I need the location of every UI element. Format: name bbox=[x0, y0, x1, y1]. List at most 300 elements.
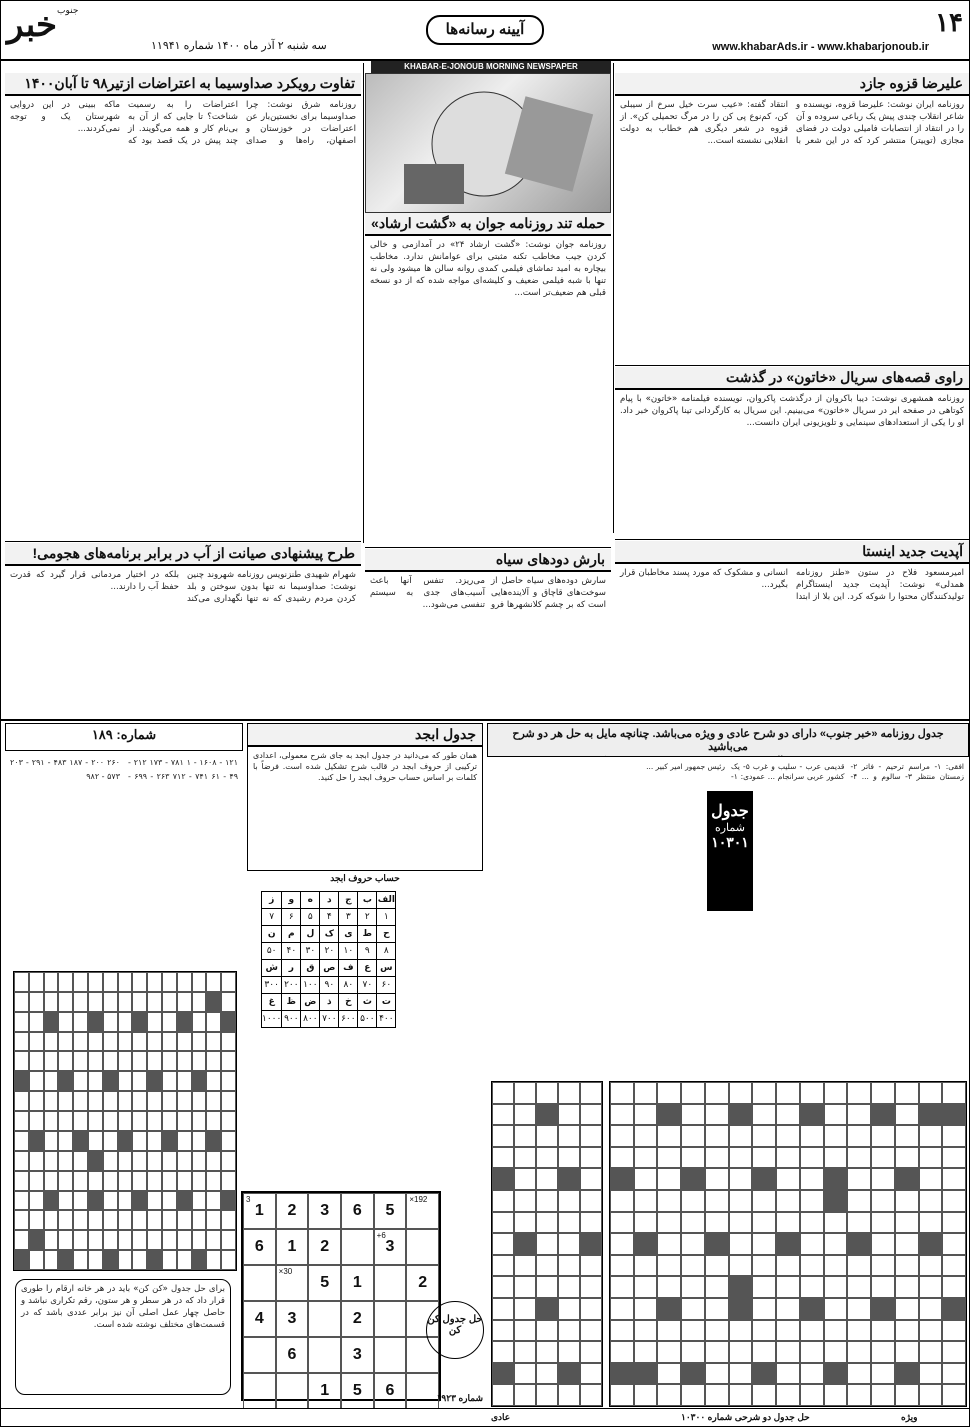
grid-cell[interactable] bbox=[558, 1255, 580, 1277]
grid-cell[interactable] bbox=[492, 1276, 514, 1298]
grid-cell[interactable] bbox=[162, 1250, 177, 1270]
grid-cell[interactable] bbox=[681, 1320, 705, 1342]
grid-cell[interactable] bbox=[942, 1168, 966, 1190]
grid-cell[interactable] bbox=[729, 1233, 753, 1255]
kenken-cell[interactable] bbox=[276, 1337, 309, 1373]
grid-cell[interactable] bbox=[705, 1212, 729, 1234]
grid-cell[interactable] bbox=[44, 1230, 59, 1250]
grid-cell[interactable] bbox=[558, 1190, 580, 1212]
grid-cell[interactable] bbox=[206, 1012, 221, 1032]
grid-cell[interactable] bbox=[14, 1032, 29, 1052]
grid-cell[interactable] bbox=[88, 1171, 103, 1191]
grid-cell[interactable] bbox=[610, 1212, 634, 1234]
grid-cell[interactable] bbox=[942, 1320, 966, 1342]
grid-cell[interactable] bbox=[162, 992, 177, 1012]
kenken-cell[interactable] bbox=[276, 1301, 309, 1337]
grid-cell[interactable] bbox=[14, 1151, 29, 1171]
grid-cell[interactable] bbox=[847, 1298, 871, 1320]
grid-cell[interactable] bbox=[147, 1151, 162, 1171]
grid-cell[interactable] bbox=[800, 1341, 824, 1363]
grid-cell[interactable] bbox=[73, 1250, 88, 1270]
grid-cell[interactable] bbox=[800, 1190, 824, 1212]
kenken-cell[interactable] bbox=[406, 1193, 439, 1229]
grid-cell[interactable] bbox=[752, 1125, 776, 1147]
grid-cell[interactable] bbox=[580, 1147, 602, 1169]
grid-cell[interactable] bbox=[88, 1071, 103, 1091]
grid-cell[interactable] bbox=[44, 1171, 59, 1191]
grid-cell[interactable] bbox=[919, 1276, 943, 1298]
grid-cell[interactable] bbox=[895, 1125, 919, 1147]
grid-cell[interactable] bbox=[206, 1151, 221, 1171]
grid-cell[interactable] bbox=[558, 1233, 580, 1255]
grid-cell[interactable] bbox=[634, 1212, 658, 1234]
grid-cell[interactable] bbox=[177, 1210, 192, 1230]
grid-cell[interactable] bbox=[610, 1384, 634, 1406]
grid-cell[interactable] bbox=[103, 1091, 118, 1111]
grid-cell[interactable] bbox=[177, 1071, 192, 1091]
grid-cell[interactable] bbox=[206, 1210, 221, 1230]
crossword-grid-special[interactable] bbox=[609, 1081, 967, 1407]
grid-cell[interactable] bbox=[147, 1131, 162, 1151]
grid-cell[interactable] bbox=[705, 1168, 729, 1190]
grid-cell[interactable] bbox=[14, 992, 29, 1012]
grid-cell[interactable] bbox=[634, 1320, 658, 1342]
grid-cell[interactable] bbox=[580, 1168, 602, 1190]
grid-cell[interactable] bbox=[871, 1125, 895, 1147]
grid-cell[interactable] bbox=[192, 1171, 207, 1191]
kenken-cell[interactable] bbox=[374, 1301, 407, 1337]
grid-cell[interactable] bbox=[177, 1131, 192, 1151]
grid-cell[interactable] bbox=[221, 1051, 236, 1071]
grid-cell[interactable] bbox=[800, 1147, 824, 1169]
grid-cell[interactable] bbox=[580, 1255, 602, 1277]
grid-cell[interactable] bbox=[729, 1168, 753, 1190]
grid-cell[interactable] bbox=[147, 1051, 162, 1071]
grid-cell[interactable] bbox=[776, 1298, 800, 1320]
grid-cell[interactable] bbox=[919, 1255, 943, 1277]
grid-cell[interactable] bbox=[558, 1104, 580, 1126]
grid-cell[interactable] bbox=[147, 1210, 162, 1230]
grid-cell[interactable] bbox=[776, 1384, 800, 1406]
grid-cell[interactable] bbox=[705, 1104, 729, 1126]
grid-cell[interactable] bbox=[776, 1341, 800, 1363]
grid-cell[interactable] bbox=[192, 1131, 207, 1151]
site-url[interactable]: www.khabarAds.ir - www.khabarjonoub.ir bbox=[712, 41, 929, 53]
grid-cell[interactable] bbox=[705, 1298, 729, 1320]
kenken-cell[interactable] bbox=[276, 1265, 309, 1301]
grid-cell[interactable] bbox=[14, 1171, 29, 1191]
grid-cell[interactable] bbox=[536, 1276, 558, 1298]
grid-cell[interactable] bbox=[580, 1082, 602, 1104]
grid-cell[interactable] bbox=[634, 1125, 658, 1147]
grid-cell[interactable] bbox=[29, 1191, 44, 1211]
grid-cell[interactable] bbox=[73, 1191, 88, 1211]
grid-cell[interactable] bbox=[919, 1147, 943, 1169]
grid-cell[interactable] bbox=[514, 1190, 536, 1212]
grid-cell[interactable] bbox=[824, 1125, 848, 1147]
grid-cell[interactable] bbox=[492, 1212, 514, 1234]
grid-cell[interactable] bbox=[634, 1082, 658, 1104]
grid-cell[interactable] bbox=[103, 1191, 118, 1211]
grid-cell[interactable] bbox=[492, 1082, 514, 1104]
grid-cell[interactable] bbox=[162, 1071, 177, 1091]
grid-cell[interactable] bbox=[610, 1255, 634, 1277]
grid-cell[interactable] bbox=[118, 1210, 133, 1230]
grid-cell[interactable] bbox=[147, 1012, 162, 1032]
grid-cell[interactable] bbox=[14, 1012, 29, 1032]
grid-cell[interactable] bbox=[752, 1298, 776, 1320]
grid-cell[interactable] bbox=[847, 1276, 871, 1298]
grid-cell[interactable] bbox=[88, 972, 103, 992]
grid-cell[interactable] bbox=[88, 1032, 103, 1052]
grid-cell[interactable] bbox=[44, 1250, 59, 1270]
grid-cell[interactable] bbox=[847, 1168, 871, 1190]
kenken-cell[interactable] bbox=[374, 1265, 407, 1301]
grid-cell[interactable] bbox=[776, 1190, 800, 1212]
grid-cell[interactable] bbox=[705, 1384, 729, 1406]
grid-cell[interactable] bbox=[871, 1276, 895, 1298]
grid-cell[interactable] bbox=[58, 992, 73, 1012]
grid-cell[interactable] bbox=[132, 1250, 147, 1270]
grid-cell[interactable] bbox=[610, 1125, 634, 1147]
grid-cell[interactable] bbox=[221, 1210, 236, 1230]
grid-cell[interactable] bbox=[895, 1255, 919, 1277]
grid-cell[interactable] bbox=[29, 1210, 44, 1230]
grid-cell[interactable] bbox=[729, 1212, 753, 1234]
grid-cell[interactable] bbox=[776, 1320, 800, 1342]
kenken-cell[interactable] bbox=[374, 1337, 407, 1373]
kenken-cell[interactable] bbox=[341, 1193, 374, 1229]
grid-cell[interactable] bbox=[634, 1147, 658, 1169]
grid-cell[interactable] bbox=[492, 1147, 514, 1169]
grid-cell[interactable] bbox=[536, 1147, 558, 1169]
grid-cell[interactable] bbox=[895, 1190, 919, 1212]
grid-cell[interactable] bbox=[221, 1230, 236, 1250]
grid-cell[interactable] bbox=[847, 1384, 871, 1406]
kenken-cell[interactable] bbox=[374, 1373, 407, 1409]
grid-cell[interactable] bbox=[58, 1191, 73, 1211]
grid-cell[interactable] bbox=[44, 1111, 59, 1131]
grid-cell[interactable] bbox=[895, 1298, 919, 1320]
grid-cell[interactable] bbox=[103, 972, 118, 992]
grid-cell[interactable] bbox=[58, 1111, 73, 1131]
grid-cell[interactable] bbox=[919, 1168, 943, 1190]
grid-cell[interactable] bbox=[29, 1032, 44, 1052]
kenken-cell[interactable] bbox=[374, 1229, 407, 1265]
grid-cell[interactable] bbox=[162, 1210, 177, 1230]
grid-cell[interactable] bbox=[919, 1320, 943, 1342]
grid-cell[interactable] bbox=[177, 1151, 192, 1171]
grid-cell[interactable] bbox=[118, 1091, 133, 1111]
grid-cell[interactable] bbox=[103, 1151, 118, 1171]
grid-cell[interactable] bbox=[729, 1384, 753, 1406]
grid-cell[interactable] bbox=[871, 1190, 895, 1212]
kenken-cell[interactable] bbox=[406, 1265, 439, 1301]
grid-cell[interactable] bbox=[58, 1171, 73, 1191]
grid-cell[interactable] bbox=[776, 1104, 800, 1126]
grid-cell[interactable] bbox=[681, 1212, 705, 1234]
grid-cell[interactable] bbox=[681, 1125, 705, 1147]
kenken-cell[interactable] bbox=[341, 1265, 374, 1301]
grid-cell[interactable] bbox=[800, 1320, 824, 1342]
kenken-cell[interactable] bbox=[374, 1193, 407, 1229]
grid-cell[interactable] bbox=[58, 972, 73, 992]
grid-cell[interactable] bbox=[44, 1210, 59, 1230]
grid-cell[interactable] bbox=[657, 1341, 681, 1363]
grid-cell[interactable] bbox=[132, 972, 147, 992]
grid-cell[interactable] bbox=[118, 1151, 133, 1171]
grid-cell[interactable] bbox=[776, 1082, 800, 1104]
grid-cell[interactable] bbox=[657, 1082, 681, 1104]
grid-cell[interactable] bbox=[103, 1131, 118, 1151]
grid-cell[interactable] bbox=[752, 1384, 776, 1406]
grid-cell[interactable] bbox=[752, 1147, 776, 1169]
grid-cell[interactable] bbox=[177, 1171, 192, 1191]
grid-cell[interactable] bbox=[14, 1111, 29, 1131]
grid-cell[interactable] bbox=[681, 1255, 705, 1277]
kenken-cell[interactable] bbox=[308, 1229, 341, 1265]
grid-cell[interactable] bbox=[514, 1168, 536, 1190]
grid-cell[interactable] bbox=[871, 1168, 895, 1190]
grid-cell[interactable] bbox=[942, 1341, 966, 1363]
grid-cell[interactable] bbox=[492, 1104, 514, 1126]
grid-cell[interactable] bbox=[634, 1190, 658, 1212]
grid-cell[interactable] bbox=[118, 1051, 133, 1071]
grid-cell[interactable] bbox=[73, 992, 88, 1012]
grid-cell[interactable] bbox=[580, 1190, 602, 1212]
grid-cell[interactable] bbox=[118, 1032, 133, 1052]
grid-cell[interactable] bbox=[14, 1091, 29, 1111]
grid-cell[interactable] bbox=[58, 1032, 73, 1052]
grid-cell[interactable] bbox=[752, 1320, 776, 1342]
grid-cell[interactable] bbox=[221, 972, 236, 992]
grid-cell[interactable] bbox=[88, 1091, 103, 1111]
grid-cell[interactable] bbox=[58, 1091, 73, 1111]
grid-cell[interactable] bbox=[58, 1210, 73, 1230]
grid-cell[interactable] bbox=[132, 1091, 147, 1111]
grid-cell[interactable] bbox=[177, 1250, 192, 1270]
grid-cell[interactable] bbox=[824, 1341, 848, 1363]
grid-cell[interactable] bbox=[580, 1212, 602, 1234]
grid-cell[interactable] bbox=[824, 1384, 848, 1406]
grid-cell[interactable] bbox=[681, 1276, 705, 1298]
grid-cell[interactable] bbox=[895, 1104, 919, 1126]
grid-cell[interactable] bbox=[824, 1320, 848, 1342]
grid-cell[interactable] bbox=[634, 1168, 658, 1190]
grid-cell[interactable] bbox=[610, 1276, 634, 1298]
kenken-cell[interactable] bbox=[243, 1301, 276, 1337]
grid-cell[interactable] bbox=[895, 1320, 919, 1342]
grid-cell[interactable] bbox=[177, 1032, 192, 1052]
grid-cell[interactable] bbox=[88, 1230, 103, 1250]
grid-cell[interactable] bbox=[103, 1032, 118, 1052]
grid-cell[interactable] bbox=[514, 1125, 536, 1147]
grid-cell[interactable] bbox=[88, 1051, 103, 1071]
grid-cell[interactable] bbox=[580, 1125, 602, 1147]
grid-cell[interactable] bbox=[705, 1255, 729, 1277]
crossword-grid-normal[interactable] bbox=[491, 1081, 603, 1407]
grid-cell[interactable] bbox=[729, 1147, 753, 1169]
grid-cell[interactable] bbox=[514, 1082, 536, 1104]
grid-cell[interactable] bbox=[103, 992, 118, 1012]
grid-cell[interactable] bbox=[206, 1250, 221, 1270]
kenken-cell[interactable] bbox=[243, 1229, 276, 1265]
grid-cell[interactable] bbox=[800, 1125, 824, 1147]
grid-cell[interactable] bbox=[192, 1012, 207, 1032]
grid-cell[interactable] bbox=[610, 1320, 634, 1342]
kenken-cell[interactable] bbox=[243, 1373, 276, 1409]
grid-cell[interactable] bbox=[729, 1255, 753, 1277]
grid-cell[interactable] bbox=[558, 1384, 580, 1406]
grid-cell[interactable] bbox=[536, 1212, 558, 1234]
grid-cell[interactable] bbox=[58, 1151, 73, 1171]
grid-cell[interactable] bbox=[752, 1082, 776, 1104]
grid-cell[interactable] bbox=[206, 1091, 221, 1111]
grid-cell[interactable] bbox=[492, 1341, 514, 1363]
grid-cell[interactable] bbox=[118, 972, 133, 992]
grid-cell[interactable] bbox=[681, 1190, 705, 1212]
grid-cell[interactable] bbox=[558, 1276, 580, 1298]
grid-cell[interactable] bbox=[729, 1190, 753, 1212]
grid-cell[interactable] bbox=[118, 1191, 133, 1211]
grid-cell[interactable] bbox=[14, 1131, 29, 1151]
grid-cell[interactable] bbox=[88, 992, 103, 1012]
grid-cell[interactable] bbox=[162, 1111, 177, 1131]
grid-cell[interactable] bbox=[895, 1147, 919, 1169]
grid-cell[interactable] bbox=[206, 1051, 221, 1071]
grid-cell[interactable] bbox=[800, 1082, 824, 1104]
grid-cell[interactable] bbox=[44, 972, 59, 992]
grid-cell[interactable] bbox=[514, 1147, 536, 1169]
grid-cell[interactable] bbox=[871, 1082, 895, 1104]
grid-cell[interactable] bbox=[871, 1212, 895, 1234]
grid-cell[interactable] bbox=[942, 1233, 966, 1255]
grid-cell[interactable] bbox=[29, 1151, 44, 1171]
grid-cell[interactable] bbox=[705, 1190, 729, 1212]
grid-cell[interactable] bbox=[824, 1104, 848, 1126]
grid-cell[interactable] bbox=[824, 1298, 848, 1320]
grid-cell[interactable] bbox=[44, 1131, 59, 1151]
number-search-grid[interactable] bbox=[13, 971, 237, 1271]
grid-cell[interactable] bbox=[705, 1341, 729, 1363]
grid-cell[interactable] bbox=[206, 972, 221, 992]
grid-cell[interactable] bbox=[847, 1212, 871, 1234]
grid-cell[interactable] bbox=[942, 1276, 966, 1298]
grid-cell[interactable] bbox=[118, 992, 133, 1012]
grid-cell[interactable] bbox=[221, 1111, 236, 1131]
grid-cell[interactable] bbox=[919, 1212, 943, 1234]
grid-cell[interactable] bbox=[681, 1384, 705, 1406]
grid-cell[interactable] bbox=[206, 1111, 221, 1131]
grid-cell[interactable] bbox=[536, 1320, 558, 1342]
grid-cell[interactable] bbox=[895, 1276, 919, 1298]
grid-cell[interactable] bbox=[871, 1320, 895, 1342]
grid-cell[interactable] bbox=[132, 992, 147, 1012]
grid-cell[interactable] bbox=[536, 1384, 558, 1406]
grid-cell[interactable] bbox=[558, 1320, 580, 1342]
grid-cell[interactable] bbox=[58, 1012, 73, 1032]
grid-cell[interactable] bbox=[824, 1276, 848, 1298]
grid-cell[interactable] bbox=[132, 1171, 147, 1191]
grid-cell[interactable] bbox=[776, 1125, 800, 1147]
grid-cell[interactable] bbox=[492, 1125, 514, 1147]
grid-cell[interactable] bbox=[800, 1276, 824, 1298]
kenken-cell[interactable] bbox=[308, 1337, 341, 1373]
grid-cell[interactable] bbox=[681, 1147, 705, 1169]
kenken-cell[interactable] bbox=[276, 1373, 309, 1409]
grid-cell[interactable] bbox=[558, 1341, 580, 1363]
grid-cell[interactable] bbox=[895, 1233, 919, 1255]
grid-cell[interactable] bbox=[919, 1384, 943, 1406]
grid-cell[interactable] bbox=[162, 1191, 177, 1211]
grid-cell[interactable] bbox=[800, 1363, 824, 1385]
grid-cell[interactable] bbox=[192, 992, 207, 1012]
grid-cell[interactable] bbox=[206, 1230, 221, 1250]
grid-cell[interactable] bbox=[871, 1255, 895, 1277]
grid-cell[interactable] bbox=[162, 1012, 177, 1032]
grid-cell[interactable] bbox=[44, 992, 59, 1012]
grid-cell[interactable] bbox=[536, 1255, 558, 1277]
grid-cell[interactable] bbox=[132, 1111, 147, 1131]
grid-cell[interactable] bbox=[192, 1091, 207, 1111]
grid-cell[interactable] bbox=[919, 1125, 943, 1147]
grid-cell[interactable] bbox=[919, 1298, 943, 1320]
grid-cell[interactable] bbox=[895, 1212, 919, 1234]
grid-cell[interactable] bbox=[103, 1171, 118, 1191]
grid-cell[interactable] bbox=[29, 1051, 44, 1071]
grid-cell[interactable] bbox=[752, 1341, 776, 1363]
grid-cell[interactable] bbox=[942, 1125, 966, 1147]
grid-cell[interactable] bbox=[29, 1071, 44, 1091]
grid-cell[interactable] bbox=[942, 1147, 966, 1169]
grid-cell[interactable] bbox=[536, 1363, 558, 1385]
grid-cell[interactable] bbox=[558, 1082, 580, 1104]
grid-cell[interactable] bbox=[514, 1384, 536, 1406]
grid-cell[interactable] bbox=[147, 972, 162, 992]
grid-cell[interactable] bbox=[847, 1147, 871, 1169]
kenken-cell[interactable] bbox=[276, 1229, 309, 1265]
grid-cell[interactable] bbox=[752, 1276, 776, 1298]
grid-cell[interactable] bbox=[177, 1091, 192, 1111]
grid-cell[interactable] bbox=[580, 1384, 602, 1406]
grid-cell[interactable] bbox=[847, 1082, 871, 1104]
kenken-cell[interactable] bbox=[341, 1373, 374, 1409]
grid-cell[interactable] bbox=[147, 1191, 162, 1211]
grid-cell[interactable] bbox=[132, 1210, 147, 1230]
grid-cell[interactable] bbox=[73, 1171, 88, 1191]
grid-cell[interactable] bbox=[118, 1230, 133, 1250]
grid-cell[interactable] bbox=[492, 1255, 514, 1277]
grid-cell[interactable] bbox=[942, 1363, 966, 1385]
grid-cell[interactable] bbox=[919, 1082, 943, 1104]
grid-cell[interactable] bbox=[610, 1147, 634, 1169]
grid-cell[interactable] bbox=[514, 1212, 536, 1234]
grid-cell[interactable] bbox=[88, 1111, 103, 1131]
grid-cell[interactable] bbox=[681, 1341, 705, 1363]
kenken-cell[interactable] bbox=[308, 1193, 341, 1229]
grid-cell[interactable] bbox=[634, 1384, 658, 1406]
grid-cell[interactable] bbox=[824, 1082, 848, 1104]
grid-cell[interactable] bbox=[558, 1298, 580, 1320]
grid-cell[interactable] bbox=[657, 1320, 681, 1342]
kenken-cell[interactable] bbox=[341, 1229, 374, 1265]
grid-cell[interactable] bbox=[118, 1171, 133, 1191]
grid-cell[interactable] bbox=[610, 1233, 634, 1255]
grid-cell[interactable] bbox=[88, 1210, 103, 1230]
grid-cell[interactable] bbox=[580, 1341, 602, 1363]
grid-cell[interactable] bbox=[847, 1190, 871, 1212]
grid-cell[interactable] bbox=[44, 1091, 59, 1111]
